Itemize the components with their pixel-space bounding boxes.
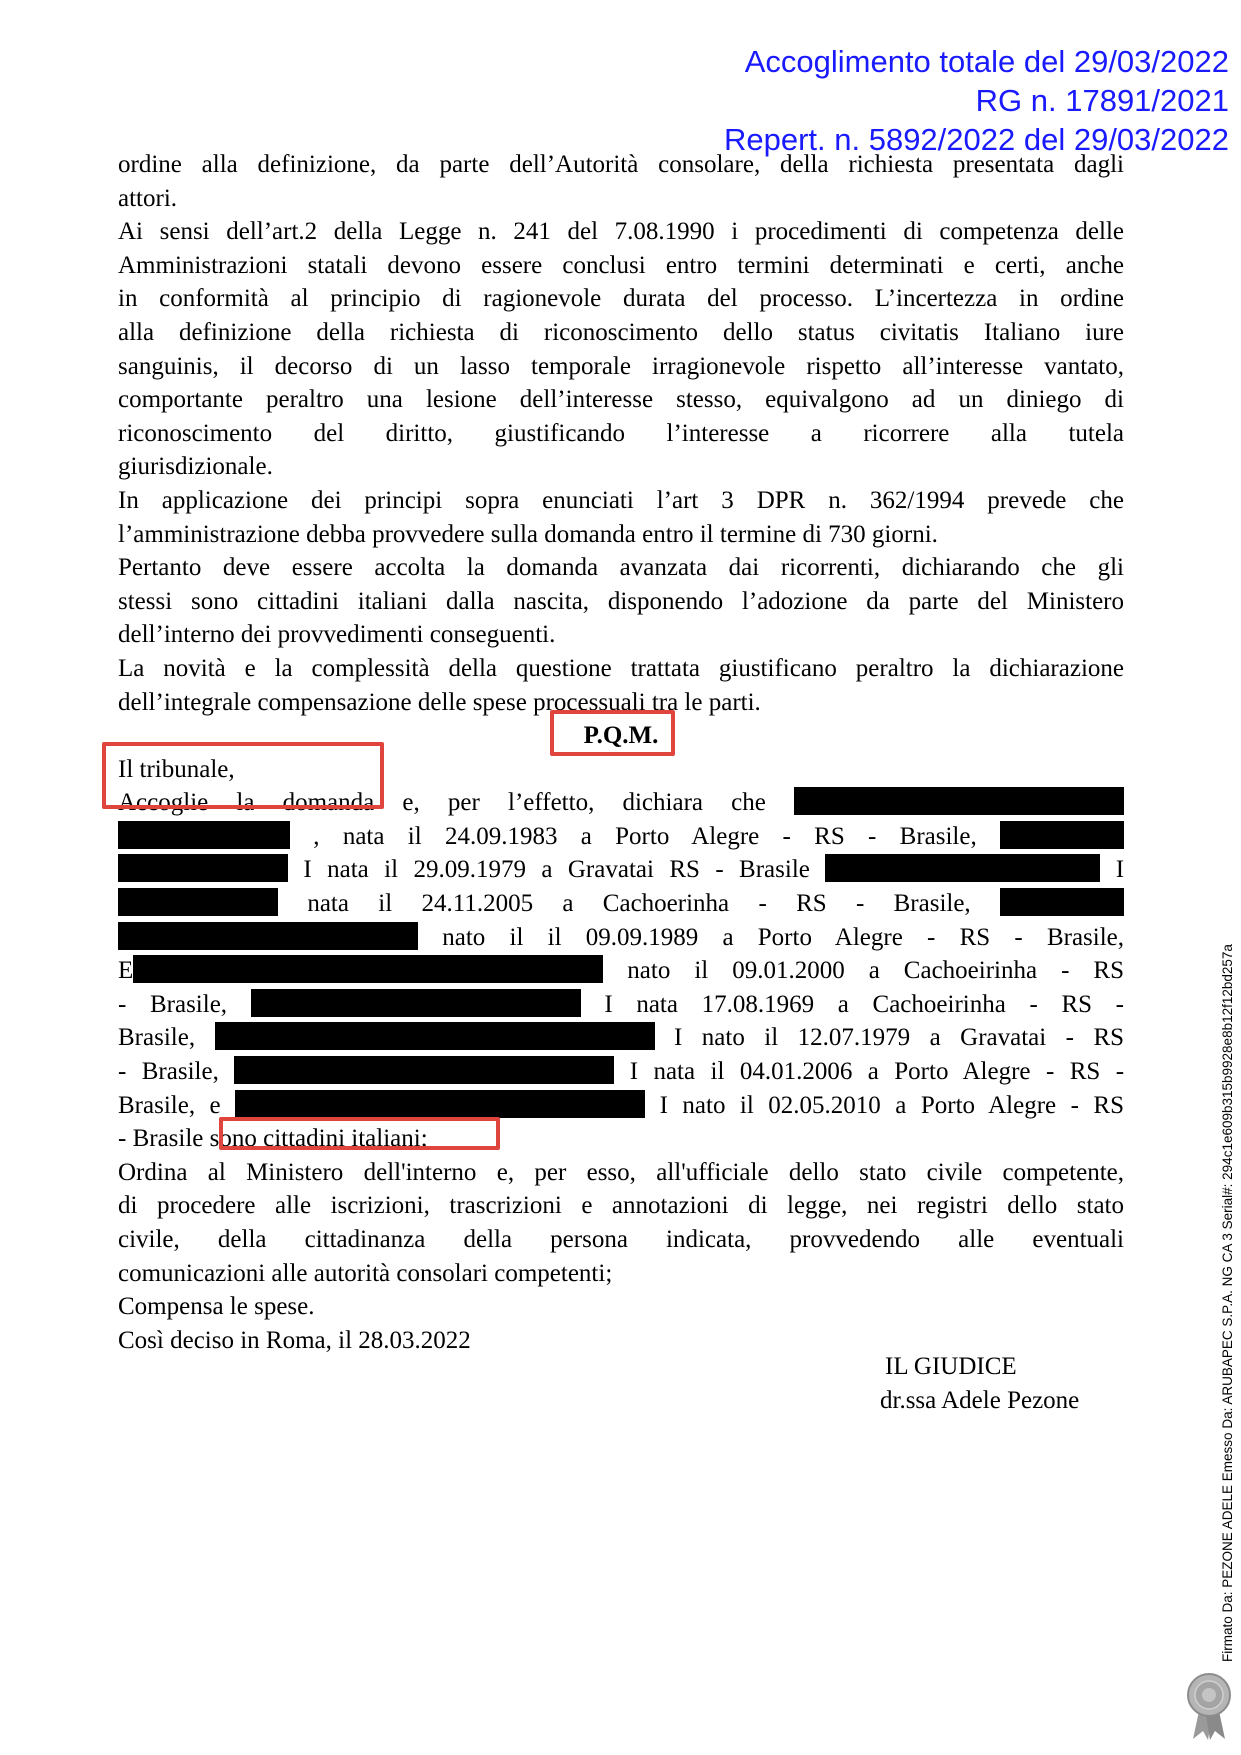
highlight-accoglie: [102, 742, 384, 809]
dispositivo-line: [118, 988, 1124, 1022]
text-line: stessi sono cittadini italiani dalla nascita, disponendo l’adozione da parte del Ministero: [118, 587, 1124, 615]
text-line: sanguinis, il decorso di un lasso temporale irragionevole rispetto all’interesse vantato,: [118, 352, 1124, 380]
text-line: giurisdizionale.: [118, 453, 273, 481]
redacted-name: [118, 854, 288, 882]
dispositivo-line: [118, 1055, 1124, 1089]
redacted-name: [133, 955, 603, 983]
dispositivo-line: [118, 853, 1124, 887]
stamp-outcome: Accoglimento totale del 29/03/2022: [744, 44, 1229, 79]
redacted-name: [235, 1090, 645, 1118]
text-line: in conformità al principio di ragionevole durata del processo. L’incertezza in ordine: [118, 285, 1124, 313]
dispositivo-line: [118, 887, 1124, 921]
stamp-rg-number: RG n. 17891/2021: [975, 83, 1229, 118]
header-stamp: [629, 42, 1229, 159]
dispositivo-text: I nato il 12.07.1979 a Gravatai - RS: [674, 1024, 1124, 1052]
dispositivo-line: [118, 921, 1124, 955]
dispositivo-text: E: [118, 957, 134, 985]
redacted-name: [825, 854, 1100, 882]
text-line: l’amministrazione debba provvedere sulla domanda entro il termine di 730 giorni.: [118, 520, 938, 548]
dispositivo-text: , nata il 24.09.1983 a Porto Alegre - RS - Brasile,: [313, 822, 977, 850]
stamp-repertorio: Repert. n. 5892/2022 del 29/03/2022: [723, 122, 1229, 157]
dispositivo-text: nato il 09.01.2000 a Cachoeirinha - RS: [627, 957, 1124, 985]
dispositivo-text: - Brasile,: [118, 990, 228, 1018]
text-line: comunicazioni alle autorità consolari competenti;: [118, 1259, 613, 1287]
dispositivo-line: [118, 954, 1124, 988]
dispositivo-text: I nato il 02.05.2010 a Porto Alegre - RS: [659, 1091, 1124, 1119]
accoglie-text: Accoglie la domanda: [118, 789, 375, 817]
redacted-name: [794, 787, 1124, 815]
seal-icon: [1186, 1671, 1232, 1741]
dispositivo-text: I nata il 04.01.2006 a Porto Alegre - RS -: [629, 1058, 1124, 1086]
dispositivo-text: nato il il 09.09.1989 a Porto Alegre - RS - Brasile,: [442, 923, 1124, 951]
text-line: In applicazione dei principi sopra enunciati l’art 3 DPR n. 362/1994 prevede che: [118, 486, 1124, 514]
redacted-name: [251, 989, 581, 1017]
text-line: attori.: [118, 184, 178, 212]
dispositivo-text: - Brasile: [118, 1125, 204, 1153]
text-line: Pertanto deve essere accolta la domanda avanzata dai ricorrenti, dichiarando che gli: [118, 554, 1124, 582]
text-line: riconoscimento del diritto, giustificando l’interesse a ricorrere alla tutela: [118, 419, 1124, 447]
judge-title: IL GIUDICE: [885, 1353, 1017, 1380]
dispositivo-line: [118, 820, 1124, 854]
text-line: comportante peraltro una lesione dell’interesse stesso, equivalgono ad un diniego di: [118, 386, 1124, 414]
dispositivo-text: nata il 24.11.2005 a Cachoerinha - RS - Brasile,: [307, 890, 971, 918]
dispositivo-text: I nata 17.08.1969 a Cachoeirinha - RS -: [604, 990, 1124, 1018]
citizenship-declaration: sono cittadini italiani;: [209, 1125, 428, 1153]
redacted-name: [118, 888, 278, 916]
text-line: ordine alla definizione, da parte dell’Autorità consolare, della richiesta presentata dagli: [118, 151, 1124, 178]
spese-line: Compensa le spese.: [118, 1293, 315, 1321]
text-line: La novità e la complessità della questione trattata giustificano peraltro la dichiarazione: [118, 654, 1124, 682]
redacted-name: [118, 821, 290, 849]
dispositivo-text: I: [1115, 856, 1124, 884]
dispositivo-line: [118, 1021, 1124, 1055]
dispositivo-text: - Brasile,: [118, 1058, 219, 1086]
redacted-name: [118, 922, 418, 950]
redacted-name: [1000, 821, 1124, 849]
dispositivo-text: Brasile,: [118, 1024, 196, 1052]
dispositivo-text: e, per l’effetto, dichiara che: [402, 789, 766, 817]
text-line: civile, della cittadinanza della persona indicata, provvedendo alle eventuali: [118, 1226, 1124, 1253]
text-line: dell’integrale compensazione delle spese processuali tra le parti.: [118, 688, 761, 716]
dispositivo-text: Brasile, e: [118, 1091, 221, 1119]
text-line: dell’interno dei provvedimenti conseguenti.: [118, 621, 556, 649]
pqm-heading: P.Q.M.: [583, 722, 659, 750]
highlight-pqm: [550, 710, 675, 756]
redacted-name: [215, 1022, 655, 1050]
digital-signature-text: Firmato Da: PEZONE ADELE Emesso Da: ARUBAPEC S.P.A. NG CA 3 Serial#: 294c1e609b315b9928e8b12f12bd257a: [1220, 944, 1235, 1662]
closing-line: Così deciso in Roma, il 28.03.2022: [118, 1326, 471, 1354]
dispositivo-intro: Il tribunale,: [118, 755, 235, 783]
text-line: di procedere alle iscrizioni, trascrizioni e annotazioni di legge, nei registri dello stato: [118, 1192, 1124, 1220]
text-line: Amministrazioni statali devono essere conclusi entro termini determinati e certi, anche: [118, 251, 1124, 279]
dispositivo-text: I nata il 29.09.1979 a Gravatai RS - Brasile: [303, 856, 810, 884]
highlight-cittadini: [219, 1117, 500, 1150]
text-line: Ordina al Ministero dell'interno e, per esso, all'ufficiale dello stato civile competente,: [118, 1158, 1124, 1186]
judge-name: dr.ssa Adele Pezone: [880, 1387, 1080, 1414]
text-line: alla definizione della richiesta di riconoscimento dello status civitatis Italiano iure: [118, 318, 1124, 346]
redacted-name: [1000, 888, 1124, 916]
text-line: Ai sensi dell’art.2 della Legge n. 241 del 7.08.1990 i procedimenti di competenza delle: [118, 218, 1124, 246]
redacted-name: [234, 1056, 614, 1084]
